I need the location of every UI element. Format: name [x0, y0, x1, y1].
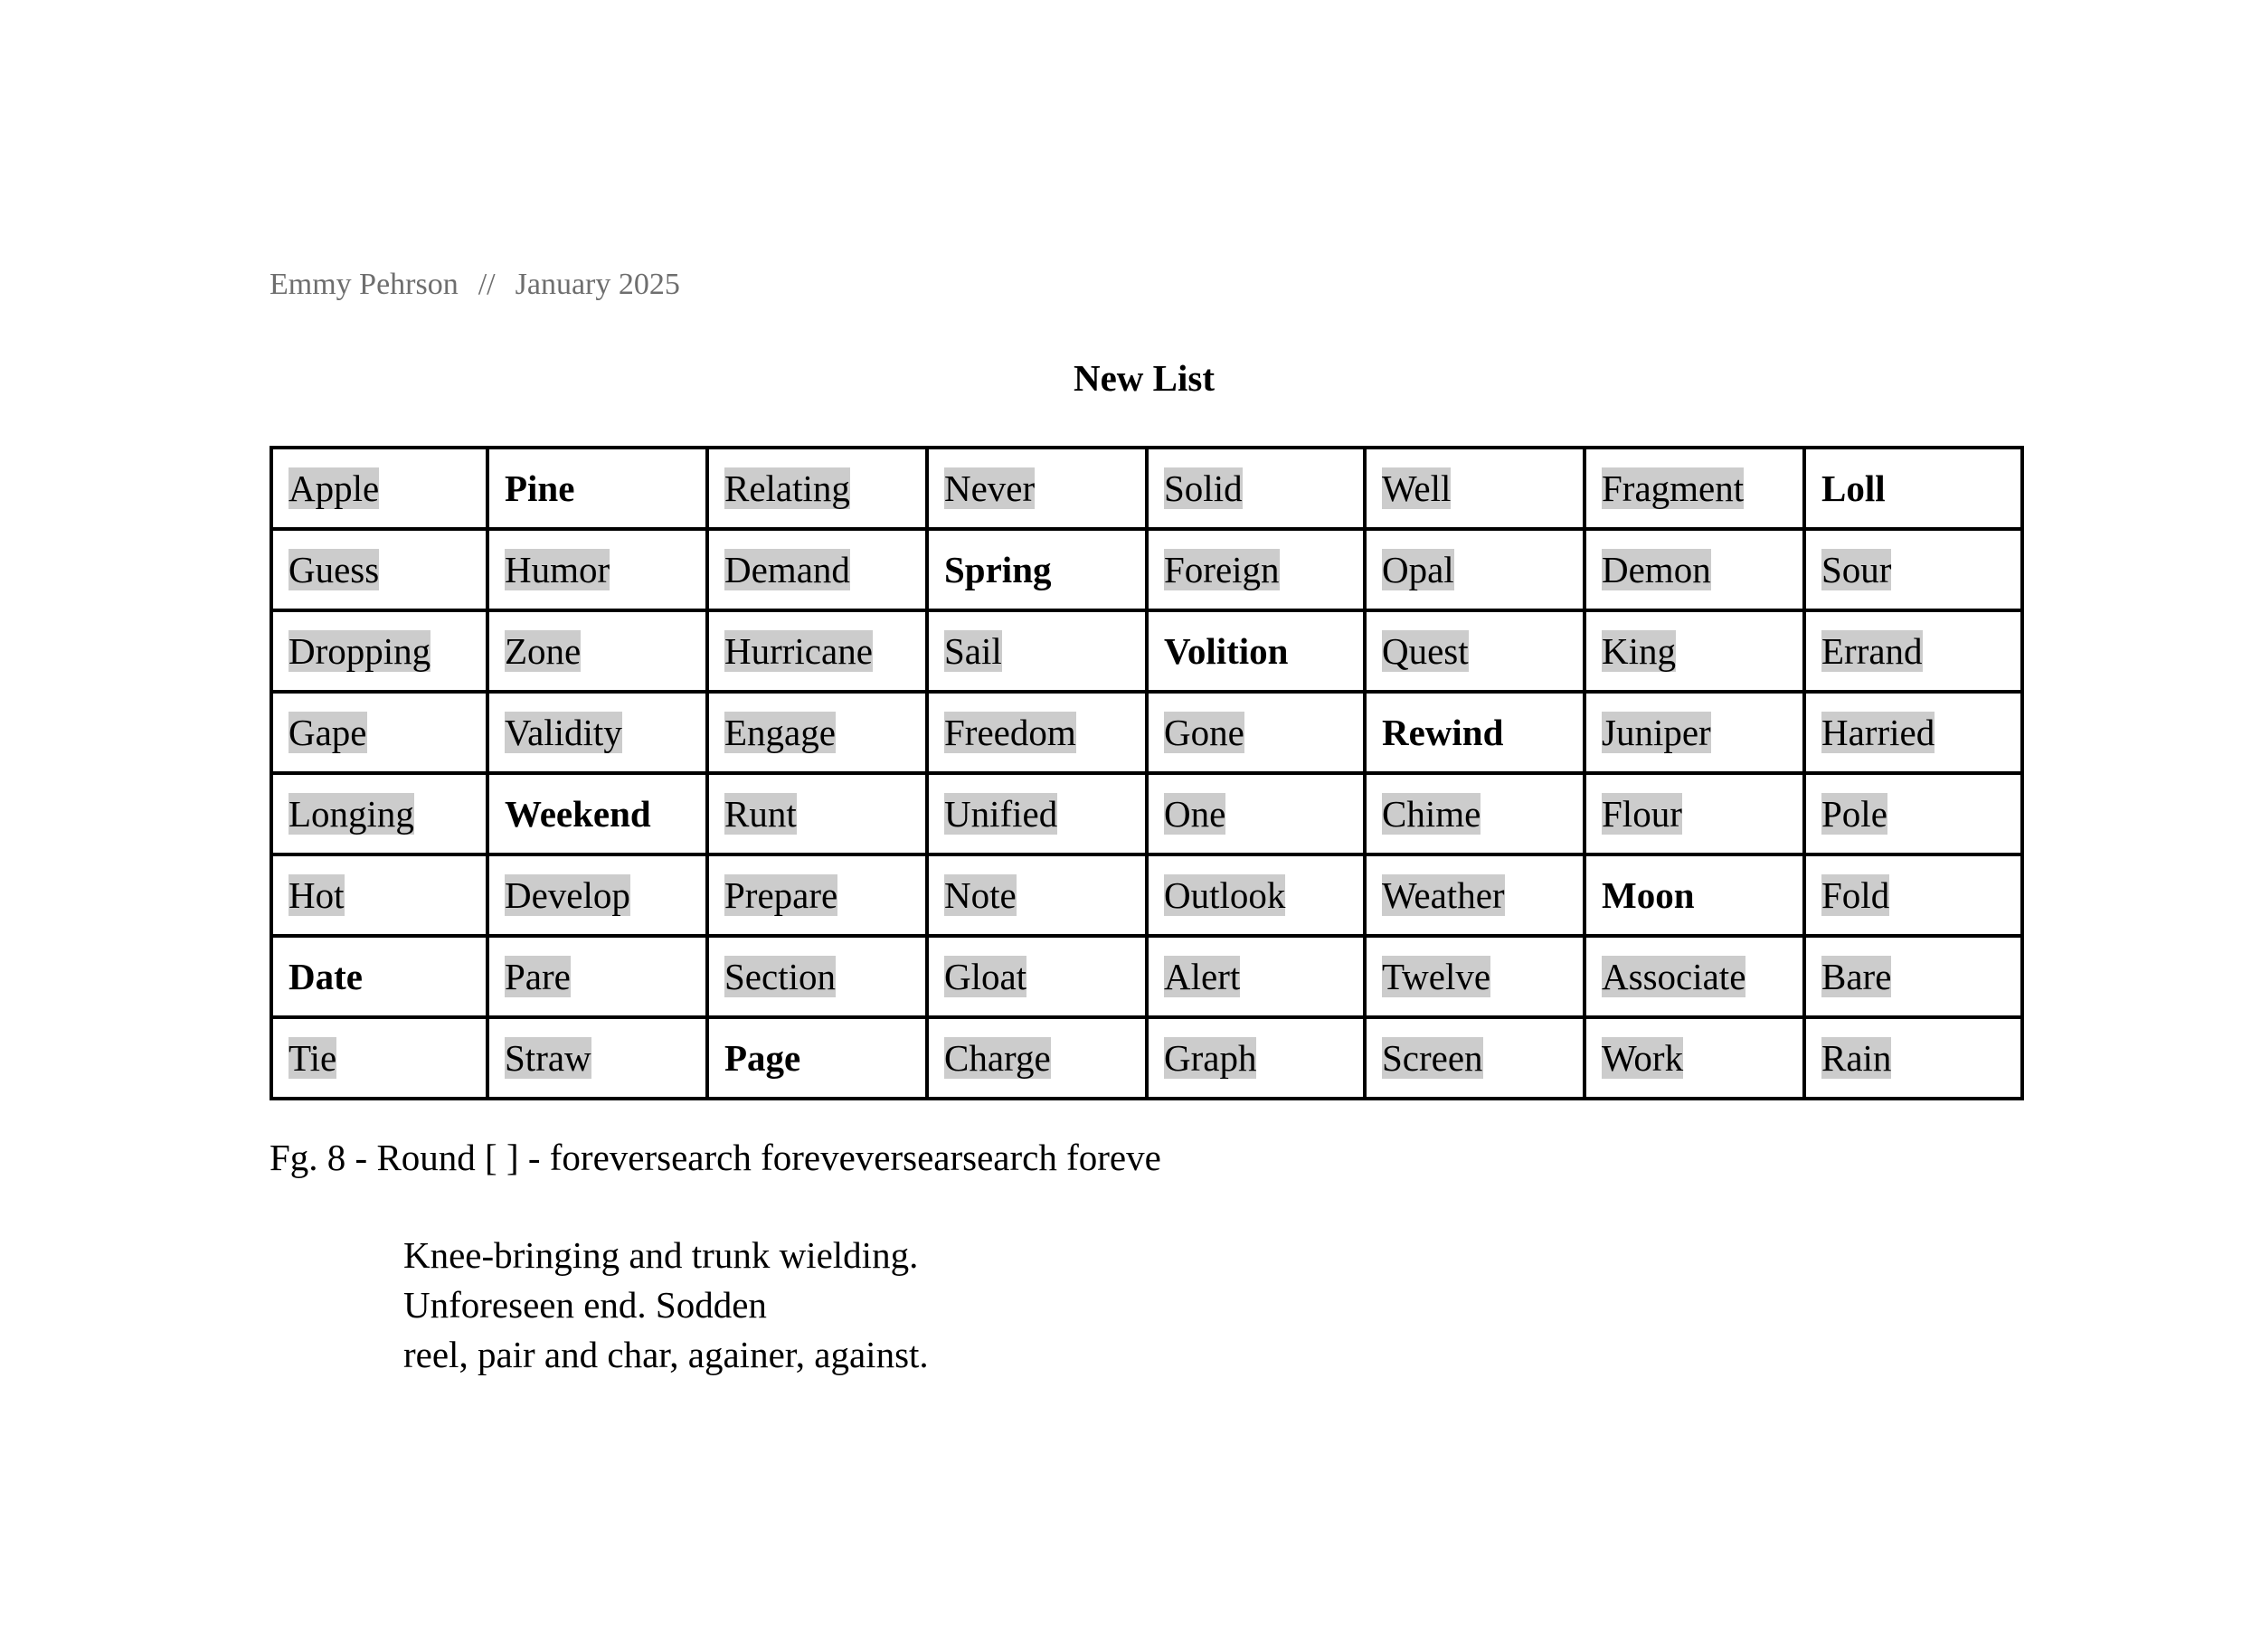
word-table — [270, 446, 2024, 1100]
bold-word: Moon — [1602, 874, 1695, 916]
byline-separator: // — [478, 268, 496, 301]
highlighted-word: Humor — [505, 549, 610, 590]
document-date: January 2025 — [515, 268, 680, 301]
highlighted-word: Freedom — [944, 712, 1076, 753]
highlighted-word: Demon — [1602, 549, 1711, 590]
highlighted-word: Pole — [1821, 793, 1887, 835]
bold-word: Rewind — [1382, 712, 1504, 753]
table-cell — [487, 1017, 707, 1099]
page-title: New List — [1073, 357, 1215, 399]
table-row — [271, 448, 2022, 529]
highlighted-word: Screen — [1382, 1037, 1483, 1079]
table-cell — [1585, 448, 1804, 529]
table-cell — [271, 936, 487, 1017]
table-cell — [1804, 692, 2022, 773]
table-cell — [707, 773, 927, 854]
poem — [403, 1231, 929, 1380]
bold-word: Pine — [505, 467, 575, 509]
highlighted-word: Rain — [1821, 1037, 1892, 1079]
table-cell — [487, 448, 707, 529]
poem-line: reel, pair and char, againer, against. — [403, 1334, 929, 1375]
byline — [270, 262, 680, 307]
table-cell — [1804, 773, 2022, 854]
highlighted-word: Unified — [944, 793, 1058, 835]
highlighted-word: Hurricane — [724, 630, 873, 672]
highlighted-word: Gape — [289, 712, 367, 753]
bold-word: Weekend — [505, 793, 651, 835]
table-cell — [1365, 1017, 1585, 1099]
highlighted-word: Runt — [724, 793, 797, 835]
table-cell — [707, 610, 927, 692]
table-cell — [927, 773, 1147, 854]
table-cell — [271, 854, 487, 936]
word-table-body — [271, 448, 2022, 1099]
highlighted-word: Fragment — [1602, 467, 1745, 509]
highlighted-word: Opal — [1382, 549, 1454, 590]
table-cell — [1365, 854, 1585, 936]
highlighted-word: One — [1164, 793, 1226, 835]
table-cell — [1147, 773, 1365, 854]
highlighted-word: Engage — [724, 712, 836, 753]
highlighted-word: Apple — [289, 467, 380, 509]
table-cell — [1147, 448, 1365, 529]
highlighted-word: Juniper — [1602, 712, 1711, 753]
table-cell — [487, 692, 707, 773]
table-cell — [927, 1017, 1147, 1099]
figure-caption: Fg. 8 - Round [ ] - foreversearch foreveversearsearch foreve — [270, 1137, 1161, 1178]
table-cell — [271, 773, 487, 854]
table-cell — [487, 610, 707, 692]
highlighted-word: Twelve — [1382, 956, 1491, 997]
table-cell — [1585, 1017, 1804, 1099]
table-cell — [1804, 936, 2022, 1017]
highlighted-word: Errand — [1821, 630, 1923, 672]
highlighted-word: Validity — [505, 712, 622, 753]
highlighted-word: Charge — [944, 1037, 1051, 1079]
table-cell — [707, 936, 927, 1017]
bold-word: Date — [289, 956, 363, 997]
table-cell — [1585, 610, 1804, 692]
table-cell — [1365, 529, 1585, 610]
highlighted-word: Alert — [1164, 956, 1241, 997]
highlighted-word: Outlook — [1164, 874, 1286, 916]
table-cell — [487, 936, 707, 1017]
poem-line: Knee-bringing and trunk wielding. — [403, 1234, 919, 1276]
table-cell — [487, 529, 707, 610]
table-cell — [1585, 529, 1804, 610]
highlighted-word: Gloat — [944, 956, 1027, 997]
table-cell — [707, 854, 927, 936]
table-cell — [1585, 854, 1804, 936]
table-cell — [707, 692, 927, 773]
table-row — [271, 692, 2022, 773]
table-cell — [1147, 854, 1365, 936]
table-cell — [1804, 448, 2022, 529]
highlighted-word: Bare — [1821, 956, 1892, 997]
table-cell — [1585, 692, 1804, 773]
table-cell — [927, 529, 1147, 610]
table-cell — [927, 936, 1147, 1017]
bold-word: Loll — [1821, 467, 1886, 509]
table-cell — [271, 692, 487, 773]
highlighted-word: Demand — [724, 549, 850, 590]
highlighted-word: Gone — [1164, 712, 1244, 753]
highlighted-word: Sour — [1821, 549, 1892, 590]
table-cell — [271, 1017, 487, 1099]
highlighted-word: Develop — [505, 874, 630, 916]
table-cell — [1365, 773, 1585, 854]
highlighted-word: Fold — [1821, 874, 1890, 916]
highlighted-word: Sail — [944, 630, 1002, 672]
table-cell — [1804, 529, 2022, 610]
highlighted-word: Foreign — [1164, 549, 1280, 590]
table-row — [271, 1017, 2022, 1099]
highlighted-word: Dropping — [289, 630, 431, 672]
table-row — [271, 854, 2022, 936]
highlighted-word: Zone — [505, 630, 582, 672]
table-cell — [707, 529, 927, 610]
highlighted-word: Section — [724, 956, 836, 997]
table-row — [271, 610, 2022, 692]
highlighted-word: Flour — [1602, 793, 1682, 835]
highlighted-word: Guess — [289, 549, 380, 590]
highlighted-word: Prepare — [724, 874, 838, 916]
table-cell — [271, 448, 487, 529]
highlighted-word: Longing — [289, 793, 414, 835]
table-cell — [1804, 610, 2022, 692]
highlighted-word: Associate — [1602, 956, 1746, 997]
highlighted-word: Hot — [289, 874, 345, 916]
highlighted-word: Chime — [1382, 793, 1481, 835]
table-cell — [271, 610, 487, 692]
bold-word: Spring — [944, 549, 1052, 590]
table-cell — [1147, 610, 1365, 692]
table-cell — [1365, 692, 1585, 773]
table-cell — [707, 1017, 927, 1099]
table-cell — [1804, 1017, 2022, 1099]
table-cell — [927, 448, 1147, 529]
table-cell — [1804, 854, 2022, 936]
table-cell — [1365, 448, 1585, 529]
table-cell — [271, 529, 487, 610]
table-cell — [487, 773, 707, 854]
highlighted-word: Tie — [289, 1037, 337, 1079]
table-cell — [927, 610, 1147, 692]
table-row — [271, 773, 2022, 854]
bold-word: Volition — [1164, 630, 1289, 672]
table-cell — [1147, 529, 1365, 610]
table-cell — [1585, 936, 1804, 1017]
highlighted-word: Graph — [1164, 1037, 1257, 1079]
highlighted-word: King — [1602, 630, 1676, 672]
table-cell — [1365, 610, 1585, 692]
highlighted-word: Well — [1382, 467, 1452, 509]
table-row — [271, 936, 2022, 1017]
highlighted-word: Weather — [1382, 874, 1505, 916]
table-cell — [1585, 773, 1804, 854]
bold-word: Page — [724, 1037, 801, 1079]
highlighted-word: Quest — [1382, 630, 1469, 672]
highlighted-word: Relating — [724, 467, 850, 509]
table-cell — [1147, 936, 1365, 1017]
highlighted-word: Solid — [1164, 467, 1243, 509]
highlighted-word: Note — [944, 874, 1017, 916]
highlighted-word: Straw — [505, 1037, 591, 1079]
table-cell — [1147, 1017, 1365, 1099]
highlighted-word: Never — [944, 467, 1036, 509]
poem-line: Unforeseen end. Sodden — [403, 1284, 767, 1326]
author-name: Emmy Pehrson — [270, 268, 459, 301]
table-cell — [1365, 936, 1585, 1017]
table-cell — [927, 692, 1147, 773]
table-cell — [927, 854, 1147, 936]
highlighted-word: Harried — [1821, 712, 1935, 753]
table-cell — [1147, 692, 1365, 773]
table-cell — [487, 854, 707, 936]
highlighted-word: Pare — [505, 956, 571, 997]
table-row — [271, 529, 2022, 610]
table-cell — [707, 448, 927, 529]
highlighted-word: Work — [1602, 1037, 1684, 1079]
